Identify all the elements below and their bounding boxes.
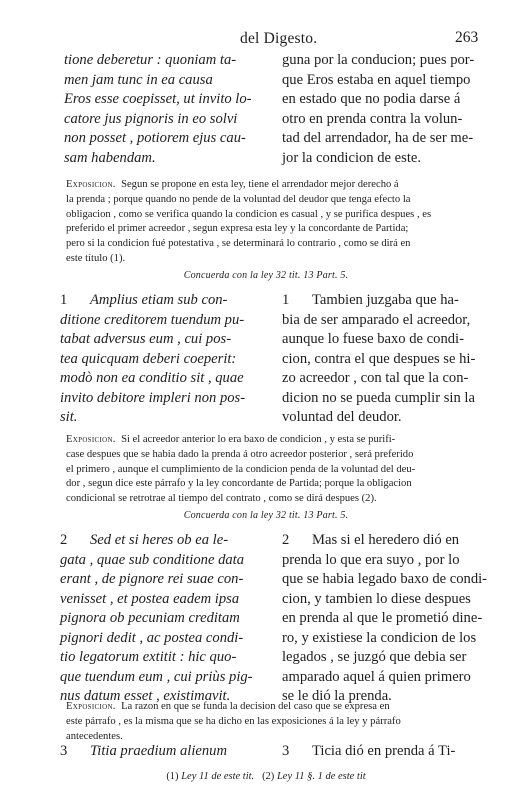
spanish-line: dicion no se pueda cumplir sin la [282, 389, 475, 406]
exposicion-line: Exposicion. Si el acreedor anterior lo era baxo de condicion , y esta se purifi- [66, 434, 396, 445]
exposicion-line: este párrafo , es la misma que se ha dicho en las exposiciones á la ley y párrafo [66, 715, 401, 727]
footnote-text-1: Ley 11 de este tit. [181, 771, 255, 782]
spanish-line: que Eros estaba en aquel tiempo [282, 71, 471, 88]
concordance-note-1: Concuerda con la ley 32 tit. 13 Part. 5. [183, 270, 349, 281]
latin-line: sit. [60, 409, 78, 425]
latin-line: 1 Amplius etiam sub con- [60, 291, 268, 311]
spanish-line: 2 Mas si el heredero dió en [282, 531, 492, 551]
spanish-line: guna por la conducion; pues por- [282, 52, 475, 68]
latin-column-block-2 [60, 291, 268, 428]
latin-column-block-4 [60, 742, 268, 762]
exposicion-line: Exposicion. La razon en que se funda la decision del caso que se expresa en [66, 701, 390, 712]
spanish-line: 3 Ticia dió en prenda á Ti- [282, 742, 492, 762]
spanish-line: se le dió la prenda. [282, 688, 392, 704]
exposicion-line: antecedentes. [66, 730, 123, 742]
exposicion-line: la prenda ; porque quando no pende de la voluntad del deudor que tenga efecto la [66, 193, 411, 205]
concordance-note-2: Concuerda con la ley 32 tit. 13 Part. 5. [183, 510, 349, 521]
footnote-text-2: Ley 11 §. 1 de este tit [276, 771, 366, 782]
latin-line: modò non ea conditio sit , quae [60, 370, 244, 386]
exposicion-line: preferido el primer acreedor , segun expresa esta ley y la concordante de Partida; [66, 223, 409, 235]
exposicion-line: este título (1). [66, 252, 126, 264]
exposicion-line: Exposicion. Segun se propone en esta ley, tiene el arrendador mejor derecho á [66, 179, 399, 190]
exposicion-line: pero si la condicion fué potestativa , se determinará lo contrario , como se dirá en [66, 238, 411, 250]
latin-line: invito debitore impleri non pos- [60, 389, 246, 406]
running-head: del Digesto. [240, 30, 318, 47]
paragraph-number: 3 [282, 743, 290, 759]
footnote-marker-1: (1) [166, 771, 179, 782]
latin-line: tabat adversus eum , cui pos- [60, 331, 232, 347]
spanish-line: que se habia legado baxo de condi- [282, 571, 488, 587]
latin-line: 3 Titia praedium alienum [60, 742, 268, 762]
latin-line: non posset , potiorem ejus cau- [64, 130, 246, 146]
exposicion-line: dor , segun dice este párrafo y la ley concordante de Partida; porque la obligacion [66, 478, 412, 490]
spanish-column-block-1 [282, 51, 492, 168]
latin-line: nus datum esset , existimavit. [60, 688, 231, 704]
latin-line: gata , quae sub conditione data [60, 551, 245, 568]
latin-line: sam habendam. [64, 149, 156, 166]
paragraph-number: 1 [282, 292, 290, 308]
latin-line: men jam tunc in ea causa [64, 71, 213, 88]
spanish-column-block-3 [282, 531, 492, 707]
latin-line: catore jus pignoris in eo solvi [64, 110, 238, 127]
latin-line: venisset , et postea eadem ipsa [60, 590, 240, 607]
spanish-line: cion, y tambien lo diese despues [282, 590, 471, 607]
spanish-line: legados , se juzgó que debia ser [282, 649, 467, 665]
spanish-line: amparado aquel á quien primero [282, 668, 471, 685]
latin-line: pignora ob pecuniam creditam [60, 610, 240, 626]
paragraph-number: 3 [60, 743, 68, 759]
spanish-column-block-4 [282, 742, 492, 762]
spanish-line: en prenda al que le prometió dine- [282, 610, 483, 626]
spanish-line: cion, contra el que despues se hi- [282, 350, 476, 367]
paragraph-number: 2 [60, 532, 68, 548]
exposicion-line: condicional se retrotrae al tiempo del contrato , como se dirá despues (2). [66, 493, 377, 505]
exposicion-2 [66, 433, 490, 507]
exposicion-label: Exposicion. [66, 434, 116, 445]
latin-line: pignori dedit , ac postea condi- [60, 629, 244, 646]
spanish-line: otro en prenda contra la volun- [282, 110, 463, 127]
exposicion-line: el primero , aunque el cumplimiento de la condicion penda de la voluntad del deu- [66, 463, 416, 475]
spanish-line: bia de ser amparado el acreedor, [282, 311, 471, 328]
exposicion-3 [66, 700, 490, 744]
latin-line: que tuendum eum , cui priùs pig- [60, 668, 253, 685]
paragraph-number: 1 [60, 292, 68, 308]
spanish-column-block-2 [282, 291, 492, 428]
latin-line: tione deberetur : quoniam ta- [64, 52, 237, 68]
spanish-line: prenda lo que era suyo , por lo [282, 551, 460, 568]
spanish-line: tad del arrendador, ha de ser me- [282, 130, 474, 146]
footnote-marker-2: (2) [262, 771, 275, 782]
spanish-line: 1 Tambien juzgaba que ha- [282, 291, 492, 311]
exposicion-1 [66, 178, 490, 267]
latin-column-block-3 [60, 531, 268, 707]
latin-line: ditione creditorem tuendum pu- [60, 311, 245, 328]
page-number: 263 [455, 29, 479, 46]
latin-line: tea quicquam deberi coeperit: [60, 350, 237, 367]
paragraph-number: 2 [282, 532, 290, 548]
latin-line: erant , de pignore rei suae con- [60, 571, 244, 587]
exposicion-label: Exposicion. [66, 701, 116, 712]
latin-line: Eros esse coepisset, ut invito lo- [64, 91, 252, 107]
spanish-line: jor la condicion de este. [282, 149, 421, 166]
spanish-line: voluntad del deudor. [282, 409, 402, 425]
latin-line: tio legatorum extitit : hic quo- [60, 649, 237, 665]
exposicion-line: case despues que se habia dado la prenda á otro acreedor posterior , será preferido [66, 448, 414, 460]
spanish-line: zo acreedor , con tal que la con- [282, 370, 469, 386]
spanish-line: en estado que no podia darse á [282, 91, 461, 107]
spanish-line: aunque lo fuese baxo de condi- [282, 331, 464, 347]
footnotes [0, 771, 532, 782]
latin-line: 2 Sed et si heres ob ea le- [60, 531, 268, 551]
spanish-line: ro, y existiese la condicion de los [282, 629, 477, 646]
exposicion-label: Exposicion. [66, 179, 116, 190]
latin-column-block-1 [64, 51, 266, 168]
exposicion-line: obligacion , como se verifica quando la condicion es casual , y se purifica despues , es [66, 208, 432, 220]
